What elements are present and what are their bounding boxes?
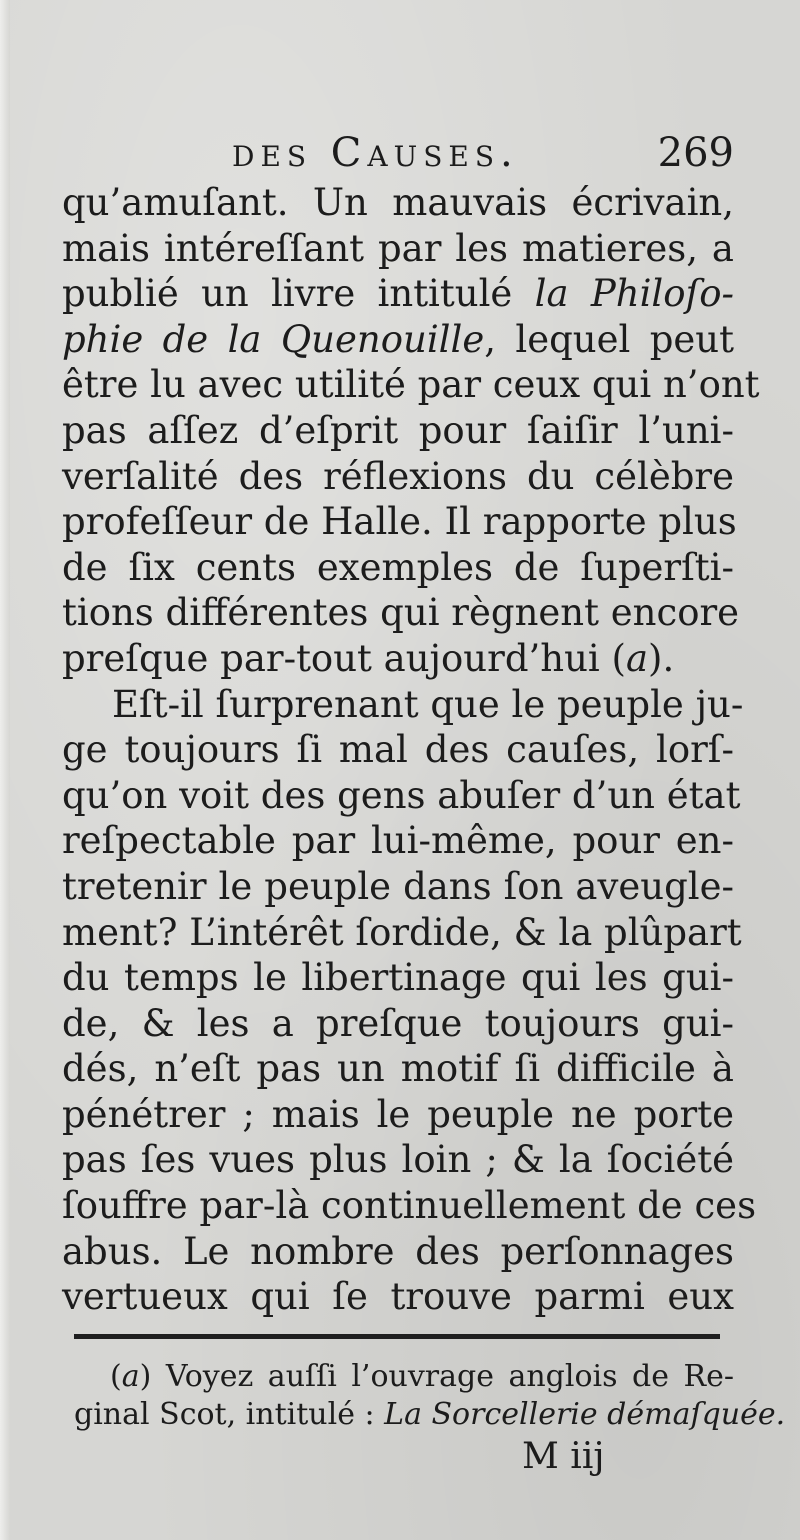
body-line <box>62 864 734 910</box>
text-run: du temps le libertinage qui les gui- <box>62 956 734 1000</box>
text-run: ) Voyez auſſi l’ouvrage anglois de Re- <box>139 1359 734 1394</box>
body-line <box>62 1274 734 1320</box>
text-run: de ſix cents exemples de ſuperſti- <box>62 545 734 589</box>
text-run: vertueux qui ſe trouve parmi eux <box>62 1275 734 1319</box>
body-line <box>62 773 741 819</box>
running-head-title: des Causes. <box>232 130 519 176</box>
text-run: dés, n’eſt pas un motif ſi difficile à <box>62 1047 734 1091</box>
body-line <box>62 682 744 728</box>
italic-text: la Philoſo- <box>534 272 734 316</box>
page-edge <box>0 0 10 1540</box>
footnote <box>74 1358 786 1434</box>
text-run: pas ſes vues plus loin ; & la ſociété <box>62 1138 734 1182</box>
body-line <box>62 955 734 1001</box>
italic-text: La Sorcellerie démaſquée. <box>384 1397 786 1432</box>
italic-text: a <box>625 636 649 680</box>
running-head <box>62 128 734 178</box>
text-run: de, & les a preſque toujours gui- <box>62 1001 734 1045</box>
text-run: pénétrer ; mais le peuple ne porte <box>62 1092 734 1136</box>
text-run: verſalité des réflexions du célèbre <box>62 454 734 498</box>
body-line <box>62 727 734 773</box>
body-line <box>62 317 734 363</box>
text-run: ſouffre par-là continuellement de ces <box>62 1184 757 1228</box>
text-run: tions différentes qui règnent encore <box>62 591 740 635</box>
body-line <box>62 1137 734 1183</box>
footnote-line <box>74 1358 734 1396</box>
text-run: preſque par-tout aujourd’hui ( <box>62 636 626 680</box>
body-line <box>62 818 734 864</box>
text-run: tretenir le peuple dans ſon aveugle- <box>62 864 734 908</box>
body-line <box>62 408 734 454</box>
body-line <box>62 271 734 317</box>
text-run: mais intéreſſant par les matieres, a <box>62 226 734 270</box>
body-line <box>62 590 740 636</box>
italic-text: a <box>121 1359 140 1394</box>
italic-text: phie de la Quenouille <box>62 317 485 361</box>
text-run: publié un livre intitulé <box>62 272 535 316</box>
page-number: 269 <box>657 130 734 176</box>
body-line <box>62 454 734 500</box>
body-line <box>62 499 737 545</box>
body-text <box>62 180 760 1320</box>
text-run: qu’on voit des gens abuſer d’un état <box>62 773 741 817</box>
body-line <box>62 636 734 682</box>
text-run: profeſſeur de Halle. Il rapporte plus <box>62 500 737 544</box>
body-line <box>62 1092 734 1138</box>
text-run: ( <box>110 1359 122 1394</box>
body-line <box>62 362 760 408</box>
text-run: ge toujours ſi mal des cauſes, lorſ- <box>62 728 734 772</box>
body-line <box>62 910 742 956</box>
text-run: , lequel peut <box>484 317 734 361</box>
text-run: être lu avec utilité par ceux qui n’ont <box>62 363 760 407</box>
text-run: reſpectable par lui-même, pour en- <box>62 819 734 863</box>
text-run: ). <box>648 636 675 680</box>
body-line <box>62 180 734 226</box>
footnote-line <box>74 1396 786 1434</box>
body-line <box>62 1229 734 1275</box>
text-run: ment? L’intérêt ſordide, & la plûpart <box>62 910 742 954</box>
body-line <box>62 226 734 272</box>
footnote-rule <box>74 1334 720 1339</box>
text-run: Eſt-il ſurprenant que le peuple ju- <box>112 682 744 726</box>
body-line <box>62 1001 734 1047</box>
text-run: pas aſſez d’eſprit pour ſaiſir l’uni- <box>62 408 734 452</box>
text-run: abus. Le nombre des perſonnages <box>62 1229 734 1273</box>
body-line <box>62 1046 734 1092</box>
body-line <box>62 1183 757 1229</box>
signature-mark: M iij <box>522 1436 605 1477</box>
text-run: qu’amuſant. Un mauvais écrivain, <box>62 181 734 224</box>
text-run: ginal Scot, intitulé : <box>74 1397 385 1432</box>
body-line <box>62 545 734 591</box>
